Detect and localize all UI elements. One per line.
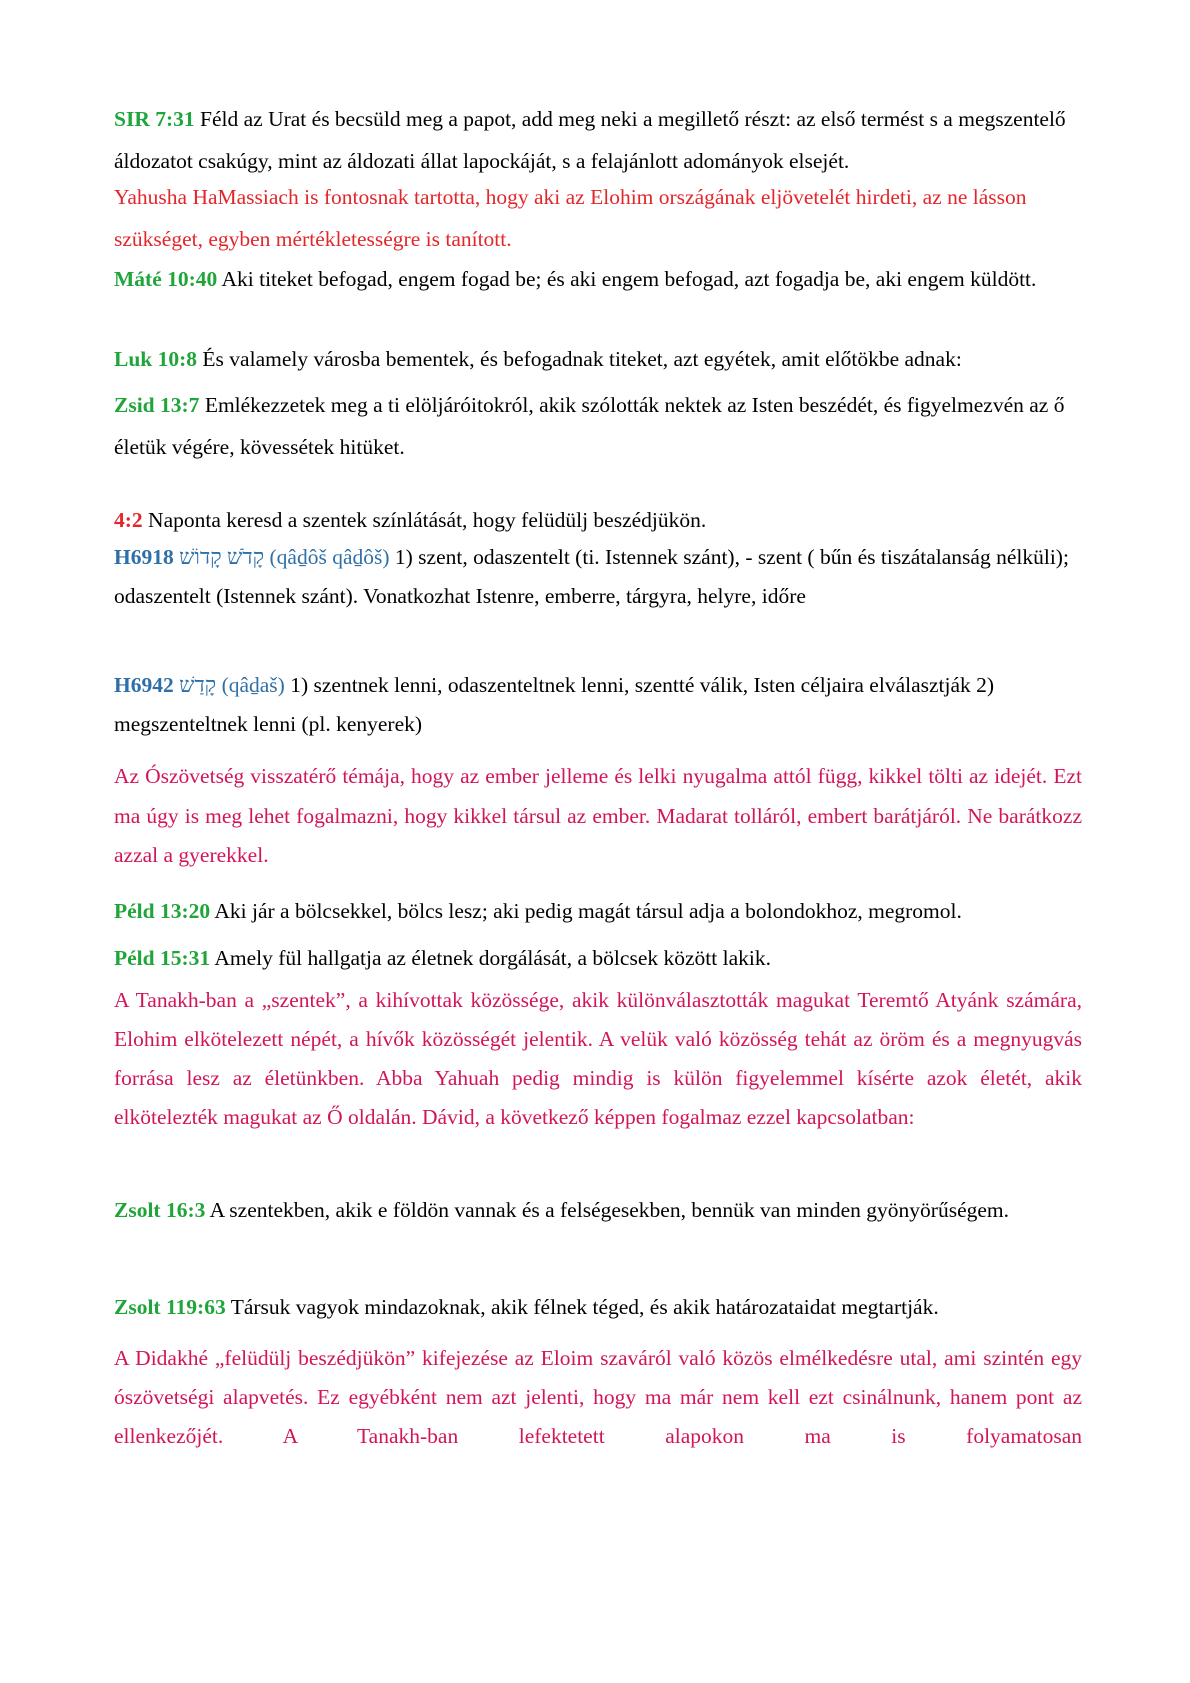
verse-text: Aki titeket befogad, engem fogad be; és aki engem befogad, azt fogadja be, aki engem küldött.: [217, 267, 1037, 291]
verse-peld-15-31: [114, 937, 1082, 979]
verse-text: Féld az Urat és becsüld meg a papot, add meg neki a megillető részt: az első termést s a megszentelő áldozatot csakúgy, mint az áldozati állat lapockáját, s a felajánlott adományok elsejét.: [114, 107, 1066, 173]
verse-text: Társuk vagyok mindazoknak, akik félnek téged, és akik határozataidat megtartják.: [225, 1295, 939, 1319]
commentary-paragraph-4: A Didakhé „felüdülj beszédjükön” kifejezése az Eloim szaváról való közös elmélkedésre utal, ami szintén egy ószövetségi alapvetés. Ez egyébként nem azt jelenti, hogy ma már nem kell ezt csinálnunk, hanem pont az ellenkezőjét. A Tanakh-ban lefektetett alapokon ma is folyamatosan: [114, 1346, 1082, 1448]
verse-sir-7-31: [114, 98, 1082, 182]
verse-zsid-13-7: [114, 384, 1082, 468]
strongs-entry-h6918: [114, 538, 1082, 616]
commentary-paragraph-3: A Tanakh-ban a „szentek”, a kihívottak közössége, akik különválasztották magukat Teremtő Atyánk számára, Elohim elkötelezett népét, a hívők közösségét jelentik. A velük való közösség tehát az öröm és a megnyugvás forrása lesz az életünkben. Abba Yahuah pedig mindig is külön figyelemmel kísérte azok életét, akik elkötelezték magukat az Ő oldalán. Dávid, a következő képpen fogalmaz ezzel kapcsolatban:: [114, 988, 1082, 1129]
verse-reference: Péld 15:31: [114, 946, 211, 970]
verse-reference: Zsolt 119:63: [114, 1295, 226, 1319]
verse-reference: Zsid 13:7: [114, 393, 200, 417]
verse-luk-10-8: [114, 338, 1082, 380]
verse-zsolt-119-63: [114, 1286, 1082, 1328]
verse-reference: SIR 7:31: [114, 107, 195, 131]
didache-verse-4-2: [114, 499, 1082, 541]
verse-reference: Máté 10:40: [114, 267, 218, 291]
verse-text: Emlékezzetek meg a ti elöljáróitokról, akik szólották nektek az Isten beszédét, és figyelmezvén az ő életük végére, kövessétek hitüket.: [114, 393, 1065, 459]
strongs-entry-h6942: [114, 666, 1082, 744]
strongs-definition: 1) szent, odaszentelt (ti. Istennek szánt), - szent ( bűn és tiszátalanság nélküli); odaszentelt (Istennek szánt). Vonatkozhat Istenre, emberre, tárgyra, helyre, időre: [114, 545, 1069, 608]
verse-text: És valamely városba bementek, és befogadnak titeket, azt egyétek, amit előtökbe adnak:: [197, 347, 962, 371]
verse-text: Aki jár a bölcsekkel, bölcs lesz; aki pedig magát társul adja a bolondokhoz, megromol.: [210, 899, 962, 923]
verse-text: Amely fül hallgatja az életnek dorgálását, a bölcsek között lakik.: [210, 946, 771, 970]
verse-reference: Péld 13:20: [114, 899, 211, 923]
commentary-paragraph-2: Az Ószövetség visszatérő témája, hogy az ember jelleme és lelki nyugalma attól függ, kikkel tölti az idejét. Ezt ma úgy is meg lehet fogalmazni, hogy kikkel társul az ember. Madarat tolláról, embert barátjáról. Ne barátkozz azzal a gyerekkel.: [114, 764, 1082, 867]
verse-reference: 4:2: [114, 508, 143, 532]
verse-reference: Zsolt 16:3: [114, 1198, 206, 1222]
verse-text: Naponta keresd a szentek színlátását, hogy felüdülj beszédjükön.: [142, 508, 707, 532]
commentary-paragraph-1: Yahusha HaMassiach is fontosnak tartotta, hogy aki az Elohim országának eljövetelét hirdeti, az ne lásson szükséget, egyben mértékletességre is tanított.: [114, 185, 1027, 251]
strongs-number: H6918: [114, 545, 174, 569]
hebrew-word: קָדֹשׁ קָדוֹשׁ (qâḏôš qâḏôš): [173, 545, 390, 569]
verse-zsolt-16-3: [114, 1191, 1082, 1230]
strongs-definition: 1) szentnek lenni, odaszenteltnek lenni, szentté válik, Isten céljaira elválasztják 2) megszenteltnek lenni (pl. kenyerek): [114, 673, 995, 736]
strongs-number: H6942: [114, 673, 174, 697]
verse-reference: Luk 10:8: [114, 347, 198, 371]
verse-mate-10-40: [114, 258, 1082, 300]
verse-text: A szentekben, akik e földön vannak és a felségesekben, bennük van minden gyönyörűségem.: [205, 1198, 1010, 1222]
verse-peld-13-20: [114, 890, 1082, 932]
hebrew-word: קָדַשׁ (qâḏaš): [173, 673, 285, 697]
